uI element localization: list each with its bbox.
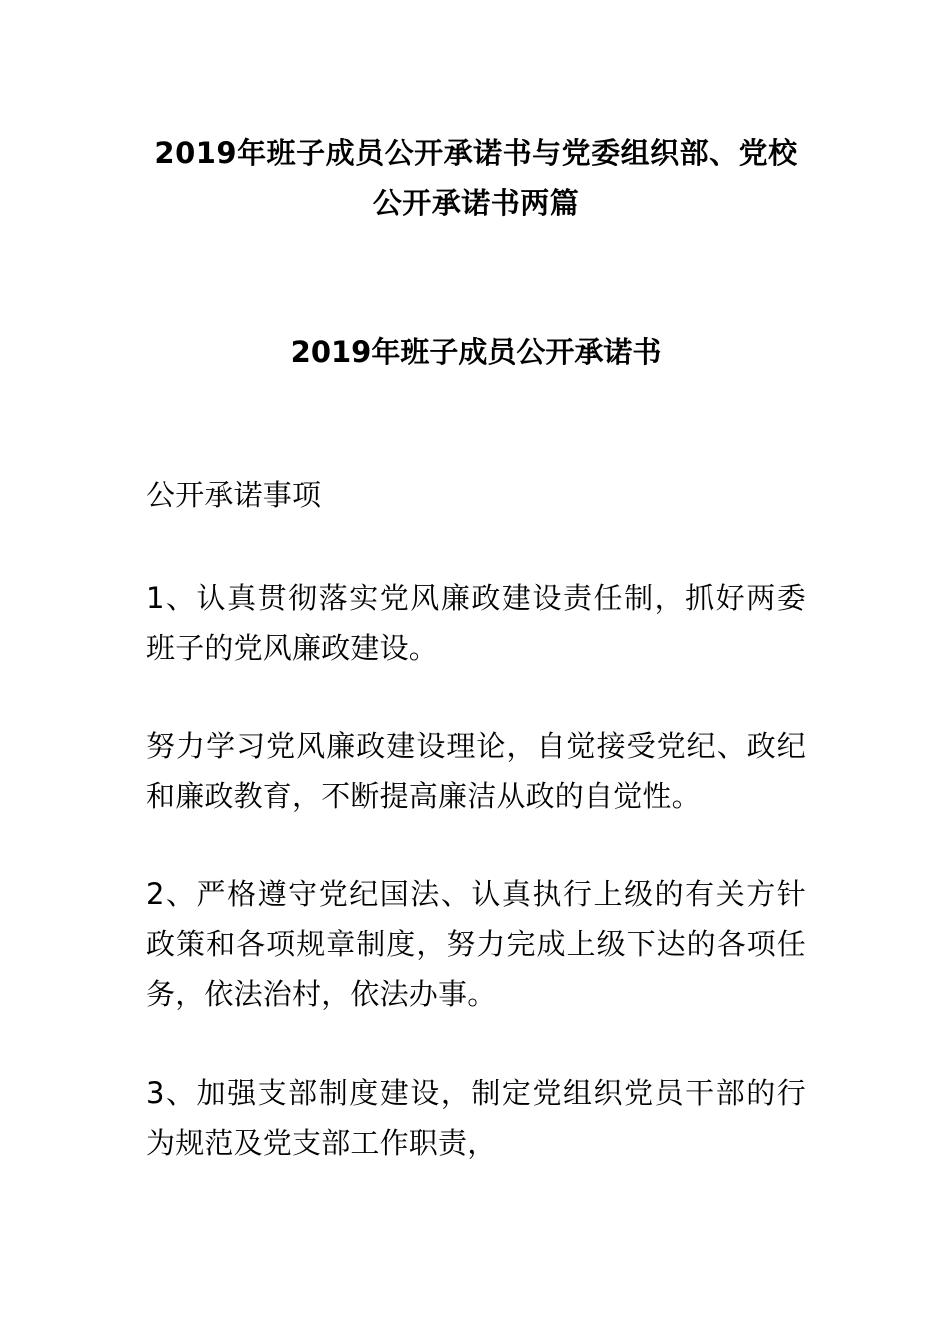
paragraph-item-1: 1、认真贯彻落实党风廉政建设责任制，抓好两委班子的党风廉政建设。 — [146, 581, 806, 665]
paragraph-item-3: 3、加强支部制度建设，制定党组织党员干部的行为规范及党支部工作职责， — [146, 1076, 806, 1160]
paragraph-item-1-detail: 努力学习党风廉政建设理论，自觉接受党纪、政纪和廉政教育，不断提高廉洁从政的自觉性。 — [146, 729, 806, 813]
document-title: 2019年班子成员公开承诺书与党委组织部、党校公开承诺书两篇 — [154, 136, 798, 220]
paragraph-item-2: 2、严格遵守党纪国法、认真执行上级的有关方针政策和各项规章制度，努力完成上级下达的各项任务，依法治村，依法办事。 — [146, 877, 806, 1011]
section-title: 2019年班子成员公开承诺书 — [290, 335, 662, 369]
paragraph-commitment-items-heading: 公开承诺事项 — [146, 478, 322, 512]
